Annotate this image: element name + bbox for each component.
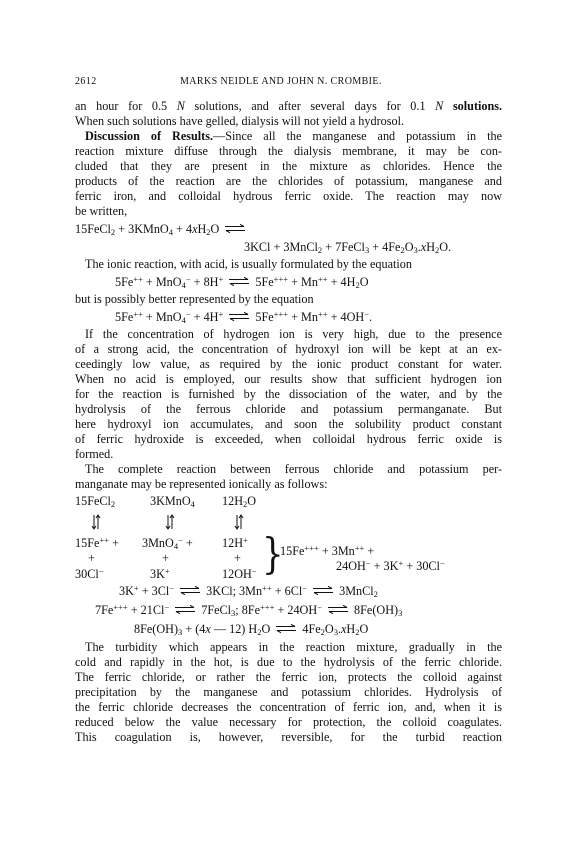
- text-line: for the reaction is furnished by the dissociation of the water, and by the: [75, 387, 502, 401]
- running-header: [75, 76, 500, 90]
- text-line: but is possibly better represented by the equation: [75, 292, 314, 306]
- scheme-brace: }: [262, 529, 284, 579]
- scheme-reagent: $12H_2O$: [222, 494, 257, 509]
- text-line: products of the reaction are the chlorides of potassium, manganese and: [75, 174, 502, 188]
- equilibrium-arrow-icon: [312, 586, 334, 595]
- equation-line: 3K+ + 3Cl− 3KCl; 3Mn++ + 6Cl− 3MnCl$_2$: [119, 583, 378, 599]
- dissociation-arrow-icon: [165, 514, 175, 530]
- text-line: This coagulation is, however, reversible, for the turbid reaction: [75, 730, 502, 744]
- section-heading: Discussion of Results.: [85, 129, 214, 143]
- equation-line: 3KCl + 3MnCl$_2$ + 7FeCl$_3$ + $4Fe_2O_3.xH_2O$.: [244, 240, 452, 255]
- scheme-ion: 3K+: [150, 566, 170, 581]
- text-line: of ferric hydroxide is exceeded, when colloidal hydrous ferric oxide is: [75, 432, 502, 446]
- equation-line: 5Fe++ + MnO$_4$− + 8H+ $5Fe^{+++} + Mn^{++} + 4H_2O$: [115, 274, 369, 290]
- scheme-plus: +: [162, 551, 169, 565]
- equation-line: 7Fe+++ + 21Cl− 7FeCl$_3$; 8Fe+++ + 24OH− $8Fe(OH)_3$: [95, 602, 403, 618]
- text-line: If the concentration of hydrogen ion is very high, due to the presence: [85, 327, 502, 341]
- scheme-plus: +: [88, 551, 95, 565]
- text-line: of a strong acid, the concentration of hydroxyl ion will be kept at an ex-: [75, 342, 502, 356]
- text-line: cold and rapidly in the hot, is due to the hydrolysis of the ferric chloride.: [75, 655, 502, 669]
- text-line: the ferric chloride decreases the concentration of ferric ion, and, when it is: [75, 700, 502, 714]
- scheme-reagent: 15FeCl$_2$: [75, 494, 116, 509]
- text-line: ferric iron, and colloidal hydrous ferric oxide. The reaction may now: [75, 189, 502, 203]
- page-number: 2612: [75, 76, 97, 87]
- scheme-ion: 30Cl−: [75, 566, 104, 581]
- equation-line: 5Fe++ + MnO$_4$− + 4H+ 5Fe+++ + Mn++ + 4OH−.: [115, 309, 373, 325]
- text-line: hydrolysis of the ferrous chloride and potassium permanganate. But: [75, 402, 502, 416]
- running-title: MARKS NEIDLE AND JOHN N. CROMBIE.: [180, 76, 382, 87]
- text-line: When no acid is employed, our results show that sufficient hydrogen ion: [75, 372, 502, 386]
- text-line: manganate may be represented ionically as follows:: [75, 477, 328, 491]
- equilibrium-arrow-icon: [275, 624, 297, 633]
- scheme-ion: 12H+: [222, 535, 248, 550]
- text-line: be written,: [75, 204, 128, 218]
- equilibrium-arrow-icon: [224, 224, 246, 233]
- text-line: here hydroxyl ion accumulates, and soon the solubility product constant: [75, 417, 502, 431]
- scheme-ion: 12OH−: [222, 566, 257, 581]
- scheme-reagent: 3KMnO$_4$: [150, 494, 195, 509]
- equilibrium-arrow-icon: [228, 277, 250, 286]
- equilibrium-arrow-icon: [179, 586, 201, 595]
- text-line: The ferric chloride, or rather the ferric ion, protects the colloid against: [75, 670, 502, 684]
- dissociation-arrow-icon: [234, 514, 244, 530]
- scheme-plus: +: [234, 551, 241, 565]
- scheme-products: 15Fe+++ + 3Mn++ +: [280, 543, 375, 558]
- equilibrium-arrow-icon: [174, 605, 196, 614]
- scheme-ion: 3MnO$_4$− +: [142, 535, 193, 551]
- text-line: precipitation by the manganese and potassium chlorides. Hydrolysis of: [75, 685, 502, 699]
- text-line: The turbidity which appears in the reaction mixture, gradually in the: [85, 640, 502, 654]
- text-line: Discussion of Results.—Since all the manganese and potassium in the: [85, 129, 502, 143]
- text-line: cluded that they are present in the mixture as chlorides. Hence the: [75, 159, 502, 173]
- scheme-products: 24OH− + 3K+ + 30Cl−: [336, 558, 445, 573]
- dissociation-arrow-icon: [91, 514, 101, 530]
- equilibrium-arrow-icon: [228, 312, 250, 321]
- text-line: an hour for 0.5 N solutions, and after several days for 0.1 N solutions.: [75, 99, 503, 113]
- equilibrium-arrow-icon: [327, 605, 349, 614]
- scheme-ion: 15Fe++ +: [75, 535, 119, 550]
- text-line: ceedingly low value, as required by the ionic product constant for water.: [75, 357, 502, 371]
- text-line: The ionic reaction, with acid, is usually formulated by the equation: [85, 257, 412, 271]
- text-line: formed.: [75, 447, 114, 461]
- equation-line: 15FeCl$_2$ + 3KMnO$_4$ + $4xH_2O$: [75, 222, 248, 237]
- text-line: The complete reaction between ferrous chloride and potassium per-: [85, 462, 502, 476]
- equation-line: $8Fe(OH)_3 + (4x$ — 12) $H_2O$ $4Fe_2O_3.xH_2O$: [134, 622, 369, 637]
- text-line: When such solutions have gelled, dialysis will not yield a hydrosol.: [75, 114, 405, 128]
- text-line: reduced below the value necessary for protection, the colloid coagulates.: [75, 715, 502, 729]
- text-line: reaction mixture diffuse through the dialysis membrane, it may be con-: [75, 144, 502, 158]
